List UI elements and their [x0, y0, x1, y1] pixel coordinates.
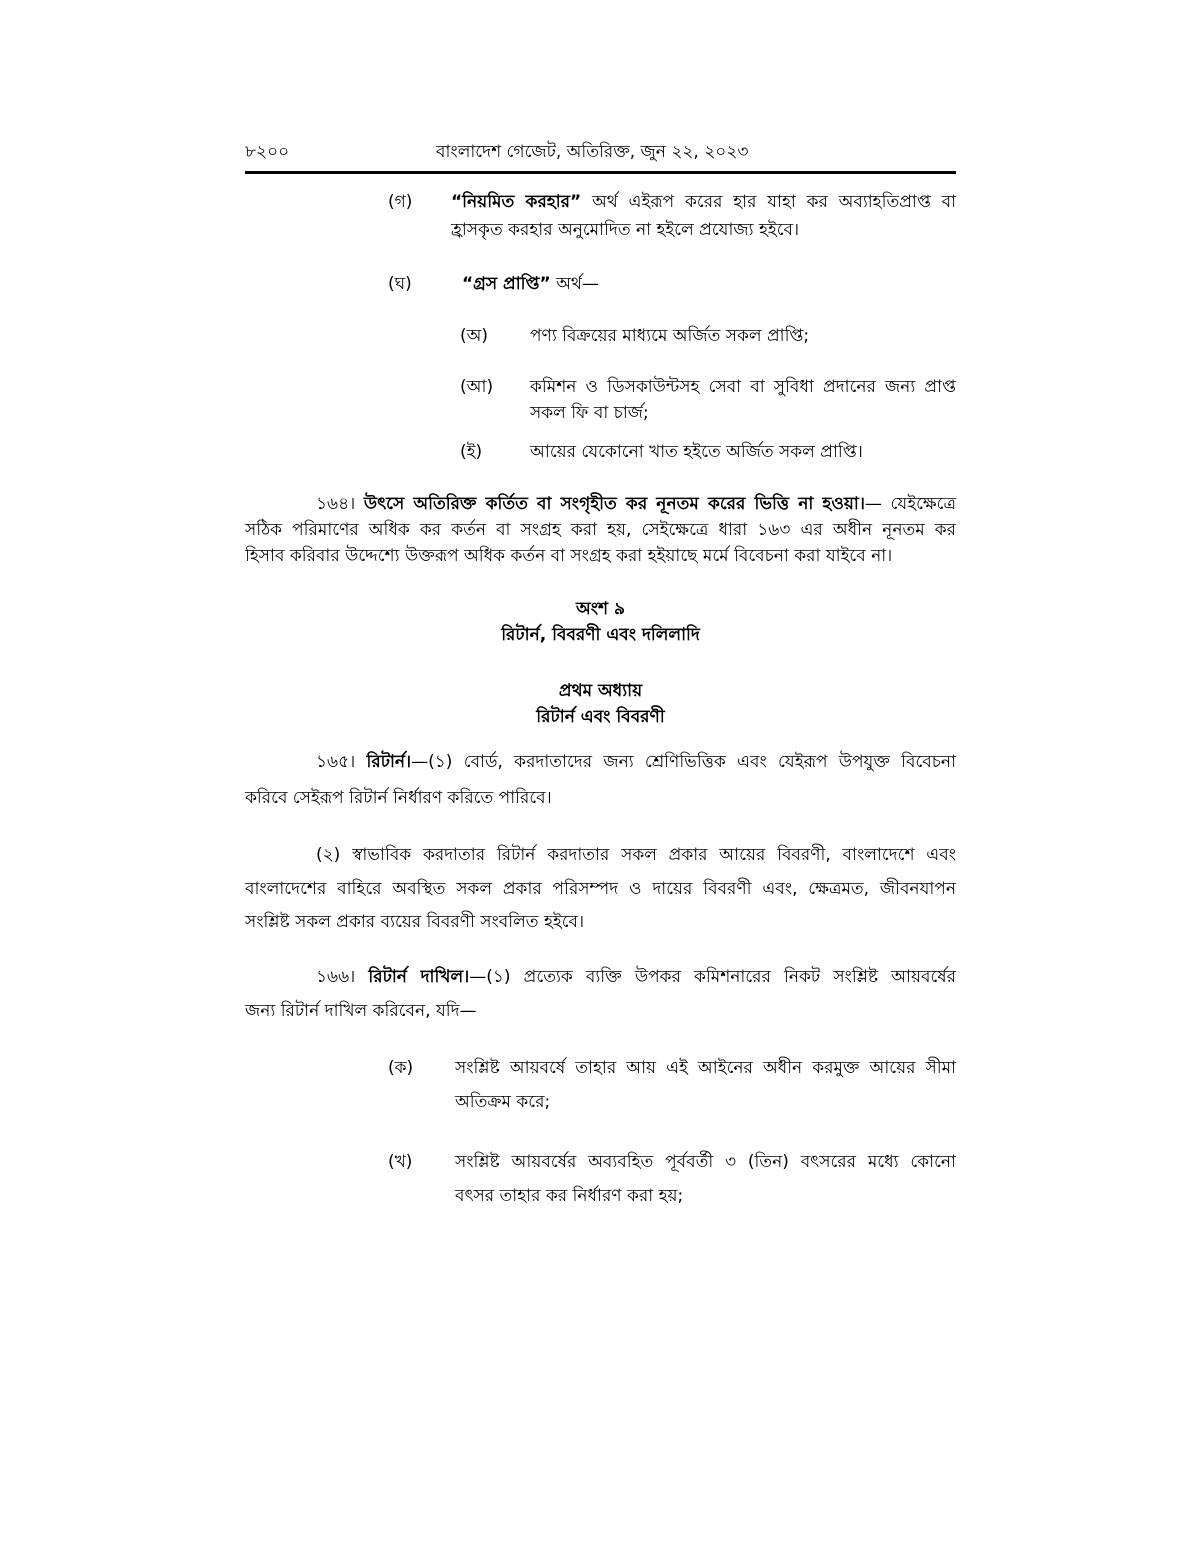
- section-165-line1: ১৬৫। রিটার্ন।—(১) বোর্ড, করদাতাদের জন্য শ্রেণিভিত্তিক এবং যেইরূপ উপযুক্ত বিবেচনা: [316, 752, 956, 772]
- subclause-marker: (ই): [460, 442, 483, 462]
- subclause-text: কমিশন ও ডিসকাউন্টসহ সেবা বা সুবিধা প্রদানের জন্য প্রাপ্ত: [530, 377, 956, 397]
- subclause-text: আয়ের যেকোনো খাত হইতে অর্জিত সকল প্রাপ্তি।: [530, 442, 863, 462]
- section-165-sub2-line1: (২) স্বাভাবিক করদাতার রিটার্ন করদাতার সকল প্রকার আয়ের বিবরণী, বাংলাদেশে এবং: [316, 845, 956, 865]
- section-number: ১৬৪।: [316, 494, 356, 514]
- part-title: রিটার্ন, বিবরণী এবং দলিলাদি: [501, 625, 700, 645]
- definition-ga-line2: হ্রাসকৃত করহার অনুমোদিত না হইলে প্রযোজ্য হইবে।: [451, 220, 800, 240]
- clause-text: সংশ্লিষ্ট আয়বর্ষে তাহার আয় এই আইনের অধীন করমুক্ত আয়ের সীমা: [455, 1058, 956, 1078]
- section-heading: রিটার্ন দাখিল।: [368, 967, 470, 987]
- section-number: ১৬৬।: [316, 967, 356, 987]
- section-166-line1: ১৬৬। রিটার্ন দাখিল।—(১) প্রত্যেক ব্যক্তি উপকর কমিশনারের নিকট সংশ্লিষ্ট আয়বর্ষের: [316, 967, 957, 987]
- clause-text: অতিক্রম করে;: [455, 1092, 551, 1112]
- definition-ga-line1: “নিয়মিত করহার” অর্থ এইরূপ করের হার যাহা কর অব্যাহতিপ্রাপ্ত বা: [451, 192, 957, 212]
- section-heading: উৎসে অতিরিক্ত কর্তিত বা সংগৃহীত কর নূনতম করের ভিত্তি না হওয়া।: [363, 494, 865, 514]
- section-165-line2: করিবে সেইরূপ রিটার্ন নির্ধারণ করিতে পারিবে।: [245, 788, 552, 808]
- clause-marker: (ক): [388, 1058, 414, 1078]
- definition-term-gha: “গ্রস প্রাপ্তি”: [462, 274, 551, 294]
- subclause-marker: (অ): [460, 326, 488, 346]
- section-164-line1: ১৬৪। উৎসে অতিরিক্ত কর্তিত বা সংগৃহীত কর নূনতম করের ভিত্তি না হওয়া।— যেইক্ষেত্রে: [316, 494, 956, 514]
- chapter-label: প্রথম অধ্যায়: [558, 681, 643, 701]
- chapter-title: রিটার্ন এবং বিবরণী: [536, 707, 665, 727]
- subclause-text: সকল ফি বা চার্জ;: [530, 403, 649, 423]
- section-165-sub2-line3: সংশ্লিষ্ট সকল প্রকার ব্যয়ের বিবরণী সংবলিত হইবে।: [245, 912, 585, 932]
- subclause-text: পণ্য বিক্রয়ের মাধ্যমে অর্জিত সকল প্রাপ্তি;: [530, 326, 810, 346]
- definition-term-ga: “নিয়মিত করহার”: [451, 192, 582, 212]
- gazette-header-title: বাংলাদেশ গেজেট, অতিরিক্ত, জুন ২২, ২০২৩: [436, 142, 749, 162]
- clause-marker: (খ): [388, 1152, 413, 1172]
- section-166-line2: জন্য রিটার্ন দাখিল করিবেন, যদি—: [245, 1001, 477, 1021]
- definition-gha-line: “গ্রস প্রাপ্তি” অর্থ—: [462, 274, 599, 294]
- section-165-sub2-line2: বাংলাদেশের বাহিরে অবস্থিত সকল প্রকার পরিসম্পদ ও দায়ের বিবরণী এবং, ক্ষেত্রমত, জীবনযাপন: [245, 879, 956, 899]
- section-heading: রিটার্ন।: [366, 752, 412, 772]
- clause-text: সংশ্লিষ্ট আয়বর্ষের অব্যবহিত পূর্ববর্তী ৩ (তিন) বৎসরের মধ্যে কোনো: [455, 1152, 956, 1172]
- definition-marker-ga: (গ): [388, 192, 413, 212]
- subclause-marker: (আ): [460, 377, 494, 397]
- section-number: ১৬৫।: [316, 752, 356, 772]
- section-164-line3: হিসাব করিবার উদ্দেশ্যে উক্তরূপ অধিক কর্তন বা সংগ্রহ করা হইয়াছে মর্মে বিবেচনা করা যাইবে না।: [245, 546, 893, 566]
- header-rule: [245, 171, 956, 174]
- clause-text: বৎসর তাহার কর নির্ধারণ করা হয়;: [455, 1186, 684, 1206]
- definition-marker-gha: (ঘ): [388, 274, 412, 294]
- section-164-line2: সঠিক পরিমাণের অধিক কর কর্তন বা সংগ্রহ করা হয়, সেইক্ষেত্রে ধারা ১৬৩ এর অধীন নূনতম কর: [245, 520, 956, 540]
- part-label: অংশ ৯: [575, 599, 626, 619]
- page-number: ৮২০০: [245, 142, 290, 162]
